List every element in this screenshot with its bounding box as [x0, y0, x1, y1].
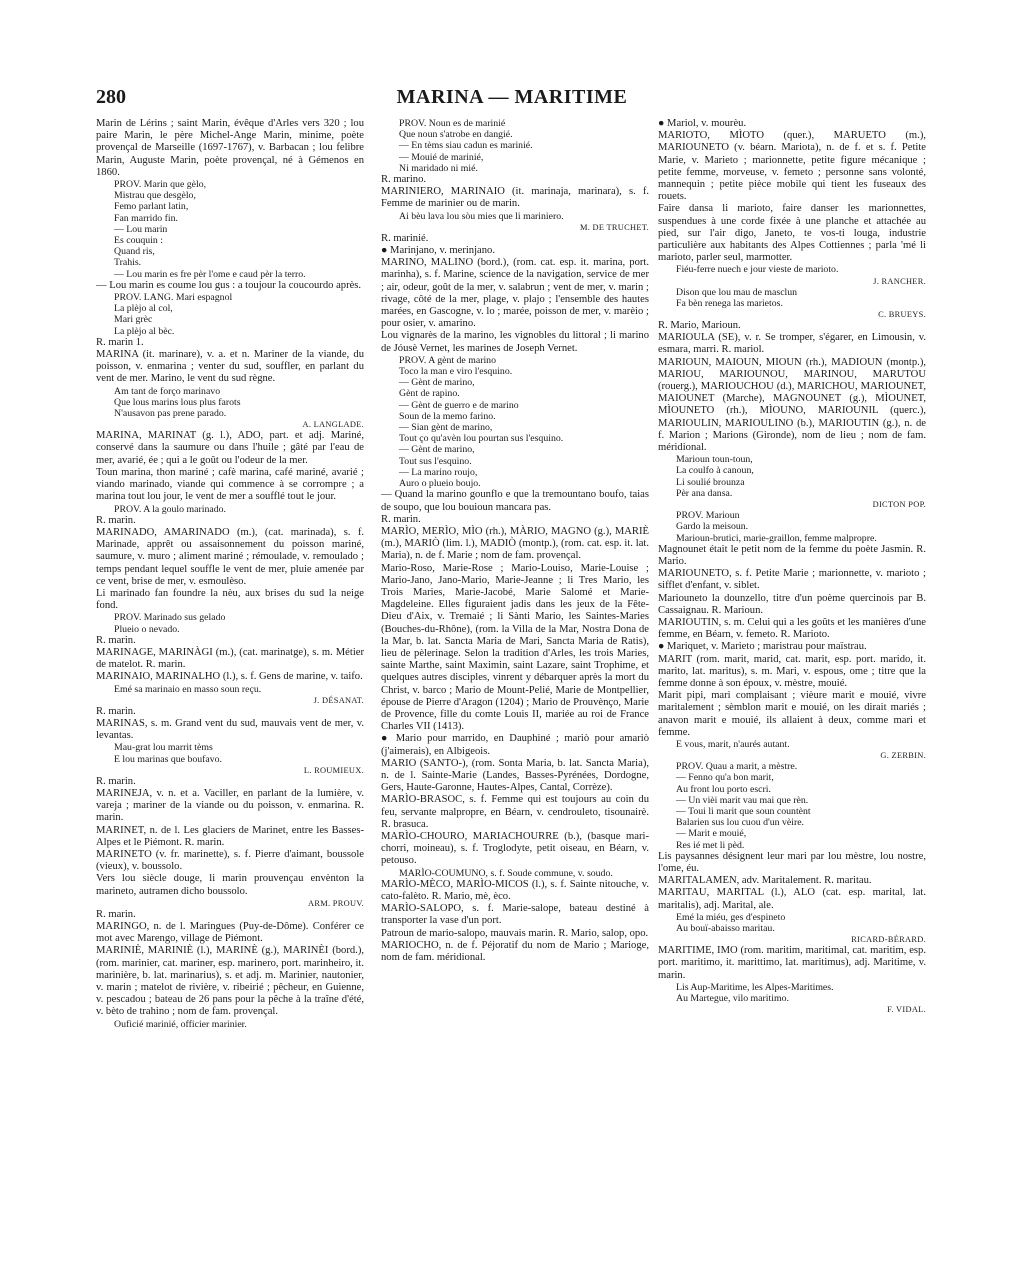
entry-paragraph: MARIO (SANTO-), (rom. Sonta Maria, b. lat. Sancta Maria), n. de l. Sainte-Marie (Landes, Basses-Pyrénées, Dordogne, Gers, Haute-Garonne, Hautes-Alpes, Cantal, Corrèze).: [381, 757, 649, 794]
quote-attribution: L. ROUMIEUX.: [303, 765, 364, 775]
entry-paragraph: MARINIÈ, MARINIÈ (l.), MARINÈ (g.), MARINÈI (bord.), (rom. marinier, cat. mariner, esp. marinero, port. marinheiro, it. marinière, b. lat. marinarius), s. et adj. m. Marinier, nautonier, v. marin ; matelot de rivière, v. ribeirié ; pêcheur, en Guienne, v. pescadou ; bateau de 26 pans pour la pêche à la traîne d'été, v. bèto de trahino ; nom de fam. provençal.: [96, 945, 364, 1018]
entry-paragraph: R. marin.: [96, 514, 136, 526]
column-left: [96, 118, 364, 1198]
verse-line: — Fenno qu'a bon marit,: [676, 772, 774, 784]
verse-line: Pèr ana dansa.: [676, 487, 733, 499]
verse-line: MARÌO-COUMUNO, s. f. Soude commune, v. soudo.: [399, 867, 613, 879]
verse-line: PROV. Marioun: [676, 510, 740, 522]
verse-line: Ni maridado ni mié.: [399, 162, 478, 174]
entry-paragraph: MARIT (rom. marit, marid, cat. marit, esp. port. marido, it. marito, lat. maritus), s. m. Mari, v. espous, ome ; titre que la femme donne à son époux, v. mèstre, mouié.: [658, 653, 926, 689]
verse-line: Marioun toun-toun,: [676, 454, 753, 466]
verse-line: PROV. Quau a marit, a mèstre.: [676, 761, 798, 773]
entry-paragraph: R. marin 1.: [96, 336, 144, 348]
entry-paragraph: ● Mario pour marrido, en Dauphiné ; mariò pour amariò (j'aimerais), en Albigeois.: [381, 733, 649, 757]
entry-paragraph: Marin de Lérins ; saint Marin, évêque d'Arles vers 320 ; lou paire Marin, le père Michel-Ange Marin, minime, poète provençal de Marseille (1697-1767), v. Barbacan ; lou felibre Marin, Auguste Marin, poète provençal, né à Gémenos en 1860.: [96, 118, 364, 178]
entry-paragraph: Li marinado fan foundre la nèu, aux brises du sud la neige fond.: [96, 587, 364, 612]
entry-paragraph: MARINAS, s. m. Grand vent du sud, mauvais vent de mer, v. levantas.: [96, 717, 364, 742]
entry-paragraph: ● Mariol, v. mourèu.: [658, 118, 747, 129]
column-right: [658, 118, 926, 1198]
verse-line: Fa bèn renega las marietos.: [676, 297, 783, 309]
entry-paragraph: MARIOUNETO, s. f. Petite Marie ; marionnette, v. marioto ; sifflet d'enfant, v. siblet.: [658, 568, 926, 592]
verse-line: E vous, marit, n'aurés autant.: [676, 738, 790, 750]
entry-paragraph: MARINET, n. de l. Les glaciers de Marinet, entre les Basses-Alpes et le Piémont. R. marin.: [96, 824, 364, 848]
verse-line: PROV. A gènt de marino: [399, 354, 496, 366]
entry-paragraph: MARINGO, n. de l. Maringues (Puy-de-Dôme). Conférer ce mot avec Marengo, village de Piémont.: [96, 921, 364, 945]
entry-paragraph: Toun marina, thon mariné ; cafè marina, café mariné, avarié ; viando marinado, viande qui commence à se corrompre ; a marina tout lou jour, le vent de mer a soufflé tout le jour.: [96, 466, 364, 503]
verse-line: La plèjo al bèc.: [114, 325, 175, 337]
verse-line: Plueio o nevado.: [114, 623, 180, 635]
entry-paragraph: MARITIME, IMO (rom. maritim, maritimal, cat. maritim, esp. port. maritimo, it. marittimo, lat. maritimus), adj. Maritime, v. marin.: [658, 945, 926, 981]
entry-paragraph: MARINO, MALINO (bord.), (rom. cat. esp. it. marina, port. marinha), s. f. Marine, science de la navigation, service de mer ; air, odeur, goût de la mer, v. salabrun ; vent de mer, v. marin ; rivage, côté de la mer, plage, v. plajo ; l'ensemble des hautes marées, en Gascogne, v. lo ; marée, poisson de mer, v. marèio ; pour osier, v. amarino.: [381, 257, 649, 330]
verse-line: — La marino roujo,: [399, 466, 478, 478]
verse-line: N'ausavon pas prene parado.: [114, 408, 227, 420]
verse-line: E lou marinas que boufavo.: [114, 753, 223, 765]
verse-line: Femo parlant latin,: [114, 201, 189, 213]
entry-paragraph: MARÌO-CHOURO, MARIACHOURRE (b.), (basque mari-chorri, moineau), s. f. Troglodyte, petit oiseau, en Béarn, v. petouso.: [381, 830, 649, 867]
verse-line: Quand ris,: [114, 246, 155, 258]
verse-line: Que lous marins lous plus farots: [114, 396, 241, 408]
entry-paragraph: MARINAIO, MARINALHO (l.), s. f. Gens de marine, v. taifo.: [96, 671, 363, 683]
entry-paragraph: MARINEJA, v. n. et a. Vaciller, en parlant de la lumière, v. vareja ; mariner de la viande ou du poisson, v. enmarina. R. marin.: [96, 787, 364, 824]
entry-paragraph: MARÌO-MÈCO, MARÌO-MICOS (l.), s. f. Sainte nitouche, v. cato-falèto. R. Mario, mè, èco.: [381, 878, 649, 902]
verse-line: Soun de la memo farino.: [399, 410, 496, 422]
verse-line: PROV. LANG. Mari espagnol: [114, 292, 233, 304]
entry-paragraph: MARINETO (v. fr. marinette), s. f. Pierre d'aimant, boussole (vieux), v. boussolo.: [96, 848, 364, 873]
verse-line: Oufìcié marinié, officier marinier.: [114, 1018, 247, 1030]
verse-line: Mau-grat lou marrit tèms: [114, 742, 213, 754]
verse-line: Mari grèc: [114, 314, 153, 326]
verse-line: — Sian gènt de marino,: [399, 422, 493, 434]
verse-line: — Gènt de guerro e de marino: [399, 399, 519, 411]
verse-line: La plèjo al col,: [114, 303, 173, 315]
verse-line: — Mouié de marinié,: [399, 151, 484, 163]
entry-paragraph: MARIOUN, MAIOUN, MIOUN (rh.), MADIOUN (montp.), MARIOU, MARIOUNOU, MARINOU, MARUTOU (rouerg.), MARIOUCHOU (d.), MARICHOU, MARIOUNET, MAIOUNET (Marche), MAGNOUNET (g.), MÌOUNET, MÌOUNETO (rh.), MÌOUNO, MARIOUNIL (querc.), MARIOULIN, MARIOULINO (b.), MARIOUTIN (g.), n. de f. Marion ; Marions (Gironde), nom de lieu ; nom de fam. méridional.: [658, 356, 926, 454]
page-header: [96, 86, 928, 112]
entry-paragraph: MARINADO, AMARINADO (m.), (cat. marinada), s. f. Marinade, apprêt ou assaisonnement du poisson mariné, saumure, v. muro ; aliment mariné ; rémoulade, v. remoulado ; temps pendant lequel souffle le vent de mer, pluie amenée par ce vent, brise de mer, v. esmoulèso.: [96, 526, 364, 587]
entry-paragraph: MARINA, MARINAT (g. l.), ADO, part. et adj. Mariné, conservé dans la saumure ou dans l'huile ; gâté par l'eau de mer, avarié, ée ; qui a le goût ou l'odeur de la mer.: [96, 430, 364, 466]
verse-line: Emé sa marinaio en masso soun reçu.: [114, 683, 262, 695]
verse-line: Lis Aup-Maritime, les Alpes-Maritimes.: [676, 981, 834, 993]
verse-line: Emé la miéu, ges d'espineto: [676, 911, 786, 923]
entry-paragraph: Mario-Roso, Marie-Rose ; Mario-Louiso, Marie-Louise ; Mario-Jano, Jano-Mario, Marie-Jeanne ; li Tres Mario, les Trois Maries, Marie-Jacobé, Marie Salomé et Marie-Magdeleine. Elles figuraient jadis dans les jeux de la Fête-Dieu d'Aix, v. Tremaié ; li Sànti Mario, les Saintes-Maries (Bouches-du-Rhône), (rom. la Villa de la Mar, Nostra Dona de la Mar, b. lat. Sancta Maria de Mari, Sancta Maria de Ratis), lieu de pèlerinage. Selon la tradition d'Arles, les trois Maries, sainte Marthe, saint Maximin, saint Lazare, saint Trophime, et quelques autres disciples, vinrent y débarquer après la mort du Christ, v. barco ; Mario de Mount-Pelié, Marie de Montpellier, épouse de Pierre d'Aragon (1204) ; Mario de Prouvènço, Marie de Provence, fille du comte Louis II, mariée au roi de France Charles VII (1413).: [381, 562, 649, 733]
quote-attribution: DICTON POP.: [872, 500, 926, 510]
entry-paragraph: R. marino.: [381, 174, 427, 186]
verse-line: Li soulié brounza: [676, 476, 745, 488]
verse-line: Trahis.: [114, 257, 142, 269]
verse-line: Mistrau que desgèlo,: [114, 190, 196, 202]
entry-paragraph: MARINIERO, MARINAIO (it. marinaja, marinara), s. f. Femme de marinier ou de marin.: [381, 186, 649, 210]
entry-paragraph: MARITALAMEN, adv. Maritalement. R. maritau.: [658, 875, 872, 887]
verse-line: — Lou marin: [114, 223, 168, 235]
verse-line: Marioun-brutici, marie-graillon, femme malpropre.: [676, 532, 877, 544]
quote-attribution: A. LANGLADE.: [302, 420, 364, 430]
verse-line: Gardo la meisoun.: [676, 521, 749, 533]
verse-line: Auro o plueio boujo.: [399, 478, 481, 490]
column-middle: [381, 118, 649, 1198]
entry-paragraph: Marit pipi, mari complaisant ; vièure marit e mouié, vivre maritalement ; sèmblon marit e mouié, on les dirait mariés ; anavon marit e mouié, ils allaient à deux, comme mari et femme.: [658, 690, 926, 738]
verse-line: Am tant de forço marinavo: [114, 385, 221, 397]
entry-paragraph: R. marin.: [96, 705, 136, 717]
quote-attribution: RICARD-BÉRARD.: [851, 935, 926, 945]
entry-paragraph: ● Marinjano, v. merinjano.: [381, 245, 495, 257]
entry-paragraph: Faire dansa li marioto, faire danser les marionnettes, suspendues à une corde fixée à une planche et attachée au pied, sur l'air digo, Janeto, te vos-ti louga, industrie particulière aux habitants des Alpes Cottiennes ; parla 'mé li marioto, parler seul, marmotter.: [658, 203, 926, 264]
entry-paragraph: MARIOTO, MÌOTO (quer.), MARUETO (m.), MARIOUNETO (v. béarn. Mariota), n. de f. et s. f. Petite Marie, v. Marieto ; marionnette, petite figure mécanique ; petite femme, morveuse, v. femeto ; personne sans volonté, mannequin ; petite pièce mobile qui tient les fuseaux des rouets.: [658, 130, 926, 203]
verse-line: Au front lou porto escri.: [676, 783, 771, 795]
entry-paragraph: Mariouneto la dounzello, titre d'un poème quercinois par B. Cassaignau. R. Marioun.: [658, 592, 926, 616]
entry-paragraph: R. marin.: [381, 513, 421, 525]
quote-attribution: F. VIDAL.: [887, 1005, 926, 1015]
verse-line: Au bouï-abaisso maritau.: [676, 923, 775, 934]
quote-attribution: M. DE TRUCHET.: [579, 222, 649, 232]
entry-paragraph: MARIOUTIN, s. m. Celui qui a les goûts et les manières d'une femme, en Béarn, v. femeto. R. Marioto.: [658, 616, 926, 641]
entry-paragraph: — Lou marin es coume lou gus : a toujour la coucourdo après.: [96, 279, 362, 291]
verse-line: PROV. A la goulo marinado.: [114, 503, 226, 515]
verse-line: PROV. Noun es de marinié: [399, 118, 506, 129]
page-number: 280: [96, 86, 126, 108]
entry-paragraph: MARIOCHO, n. de f. Péjoratif du nom de Mario ; Marioge, nom de fam. méridional.: [381, 939, 649, 964]
quote-attribution: J. DÉSANAT.: [313, 695, 364, 705]
quote-attribution: G. ZERBIN.: [880, 751, 926, 761]
verse-line: — Un vièi marit vau mai que rèn.: [676, 794, 809, 806]
verse-line: Dison que lou mau de masclun: [676, 286, 798, 298]
verse-line: Es couquin :: [114, 235, 163, 247]
verse-line: Tout sus l'esquino.: [399, 455, 472, 467]
entry-paragraph: MARIOULA (SE), v. r. Se tromper, s'égarer, en Limousin, v. esmara, marri. R. mariol.: [658, 332, 926, 356]
entry-paragraph: R. Mario, Marioun.: [658, 320, 741, 332]
verse-line: Fiéu-ferre nuech e jour vieste de marioto.: [676, 264, 839, 276]
verse-line: Fan marrido fin.: [114, 212, 178, 224]
verse-line: Res ié met li pèd.: [676, 839, 745, 851]
entry-paragraph: MARÌO-BRASOC, s. f. Femme qui est toujours au coin du feu, servante malpropre, en Béarn, v. cendrouleto, tisounairè. R. brasuca.: [381, 794, 649, 830]
entry-paragraph: R. marin.: [96, 634, 136, 646]
verse-line: Que noun s'atrobe en dangié.: [399, 129, 513, 141]
entry-paragraph: MARITAU, MARITAL (l.), ALO (cat. esp. marital, lat. maritalis), adj. Marital, ale.: [658, 887, 926, 911]
entry-paragraph: MARÌO, MERÌO, MÌO (rh.), MÀRIO, MAGNO (g.), MARIÈ (m.), MARIÒ (lim. l.), MADIÒ (montp.), (rom. cat. esp. it. lat. Maria), n. de f. Marie ; nom de fam. provençal.: [381, 525, 649, 562]
quote-attribution: ARM. PROUV.: [308, 898, 364, 908]
quote-attribution: C. BRUEYS.: [878, 310, 926, 320]
entry-paragraph: ● Mariquet, v. Marieto ; maristrau pour maïstrau.: [658, 641, 867, 653]
entry-paragraph: R. marin.: [96, 775, 136, 787]
verse-line: Gènt de rapino.: [399, 388, 460, 400]
entry-paragraph: Lou vignarès de la marino, les vignobles du littoral ; li marino de Jóusè Vernet, les marines de Joseph Vernet.: [381, 330, 649, 354]
verse-line: PROV. Marinado sus gelado: [114, 612, 226, 624]
verse-line: Balarien sus lou cuou d'un vèire.: [676, 817, 805, 829]
entry-paragraph: Lis paysannes désignent leur mari par lou mèstre, lou nostre, l'ome, éu.: [658, 850, 926, 874]
entry-paragraph: MARINAGE, MARINÀGI (m.), (cat. marinatge), s. m. Métier de matelot. R. marin.: [96, 646, 364, 671]
verse-line: Tout ço qu'avèn lou pourtan sus l'esquino.: [399, 433, 564, 445]
verse-line: PROV. Marin que gèlo,: [114, 179, 207, 191]
verse-line: — Marit e mouié,: [676, 828, 747, 840]
entry-paragraph: Magnounet était le petit nom de la femme du poète Jasmin. R. Mario.: [658, 543, 926, 567]
verse-line: — Gènt de marino,: [399, 444, 475, 456]
verse-line: Ai bèu lava lou sòu mies que li mariniero.: [399, 210, 564, 222]
verse-line: — Lou marin es fre pèr l'ome e caud pèr la terro.: [114, 268, 306, 280]
verse-line: — Gènt de marino,: [399, 377, 475, 389]
verse-line: Au Martegue, vilo maritimo.: [676, 993, 789, 1005]
running-title: MARINA — MARITIME: [396, 86, 628, 108]
verse-line: Toco la man e viro l'esquino.: [399, 366, 513, 378]
verse-line: — Toui li marit que soun countènt: [676, 805, 811, 817]
entry-paragraph: — Quand la marino gounflo e que la tremountano boufo, taias de soupo, que lou bouioun mancara pas.: [381, 489, 649, 513]
entry-paragraph: Vers lou siècle douge, li marin prouvençau envènton la marineto, autramen dicho boussolo.: [96, 873, 364, 897]
verse-line: — En tèms siau cadun es marinié.: [399, 140, 533, 152]
entry-paragraph: Patroun de mario-salopo, mauvais marin. R. Mario, salop, opo.: [381, 927, 649, 939]
entry-paragraph: R. marin.: [96, 908, 136, 920]
entry-paragraph: MARINA (it. marinare), v. a. et n. Mariner de la viande, du poisson, v. enmarina ; venter du sud, souffler, en parlant du vent de mer. Marino, le vent du sud règne.: [96, 349, 364, 385]
verse-line: La coulfo à canoun,: [676, 465, 754, 477]
quote-attribution: J. RANCHER.: [873, 276, 926, 286]
entry-paragraph: R. marinié.: [381, 232, 429, 244]
entry-paragraph: MARÌO-SALOPO, s. f. Marie-salope, bateau destiné à transporter la vase d'un port.: [381, 903, 649, 927]
